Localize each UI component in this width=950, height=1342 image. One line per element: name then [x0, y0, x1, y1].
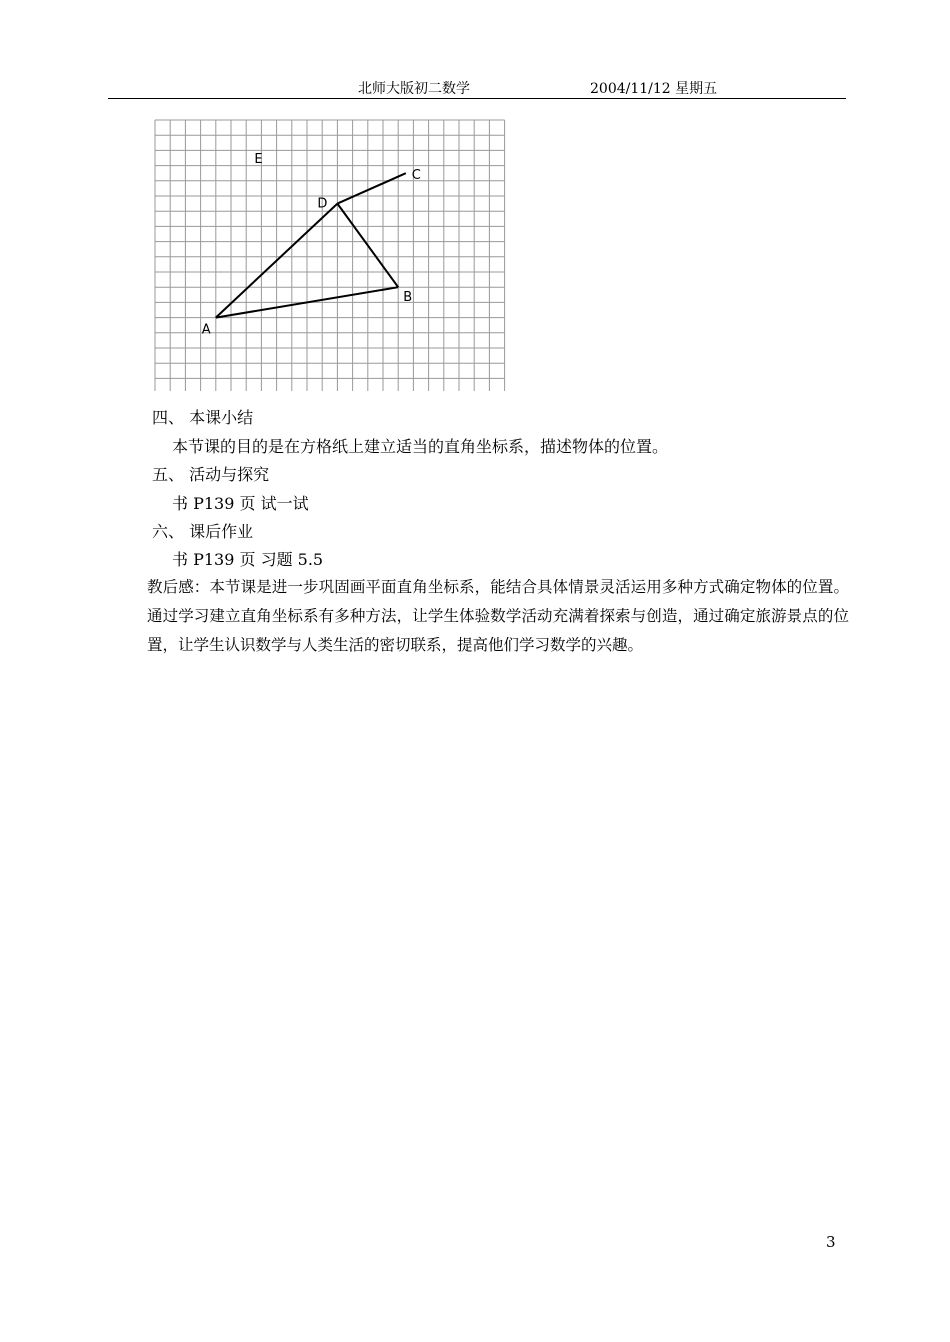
point-label-E: E	[254, 152, 263, 167]
grid-figure	[152, 117, 508, 391]
point-label-A: A	[201, 322, 211, 338]
segment-DC	[337, 173, 405, 203]
header-date: 2004/11/12 星期五	[590, 81, 718, 97]
summary-text: 本节课的目的是在方格纸上建立适当的直角坐标系，描述物体的位置。	[172, 437, 669, 456]
point-label-B: B	[403, 290, 413, 306]
point-label-D: D	[317, 196, 328, 212]
homework-text: 书 P139 页 习题 5.5	[172, 550, 324, 569]
teaching-reflection: 教后感：本节课是进一步巩固画平面直角坐标系，能结合具体情景灵活运用多种方式确定物体的位置。通过学习建立直角坐标系有多种方法，让学生体验数学活动充满着探索与创造，通过确定旅游景点的位置，让学生认识数学与人类生活的密切联系，提高他们学习数学的兴趣。	[147, 578, 849, 654]
section-activity-heading: 五、 活动与探究	[152, 465, 270, 484]
section-homework-heading: 六、 课后作业	[152, 522, 254, 541]
section-summary-heading: 四、 本课小结	[152, 408, 254, 427]
activity-text: 书 P139 页 试一试	[172, 494, 309, 513]
header-title: 北师大版初二数学	[358, 81, 470, 97]
page-number: 3	[826, 1233, 836, 1251]
point-label-C: C	[411, 168, 421, 184]
page-header	[108, 74, 846, 99]
